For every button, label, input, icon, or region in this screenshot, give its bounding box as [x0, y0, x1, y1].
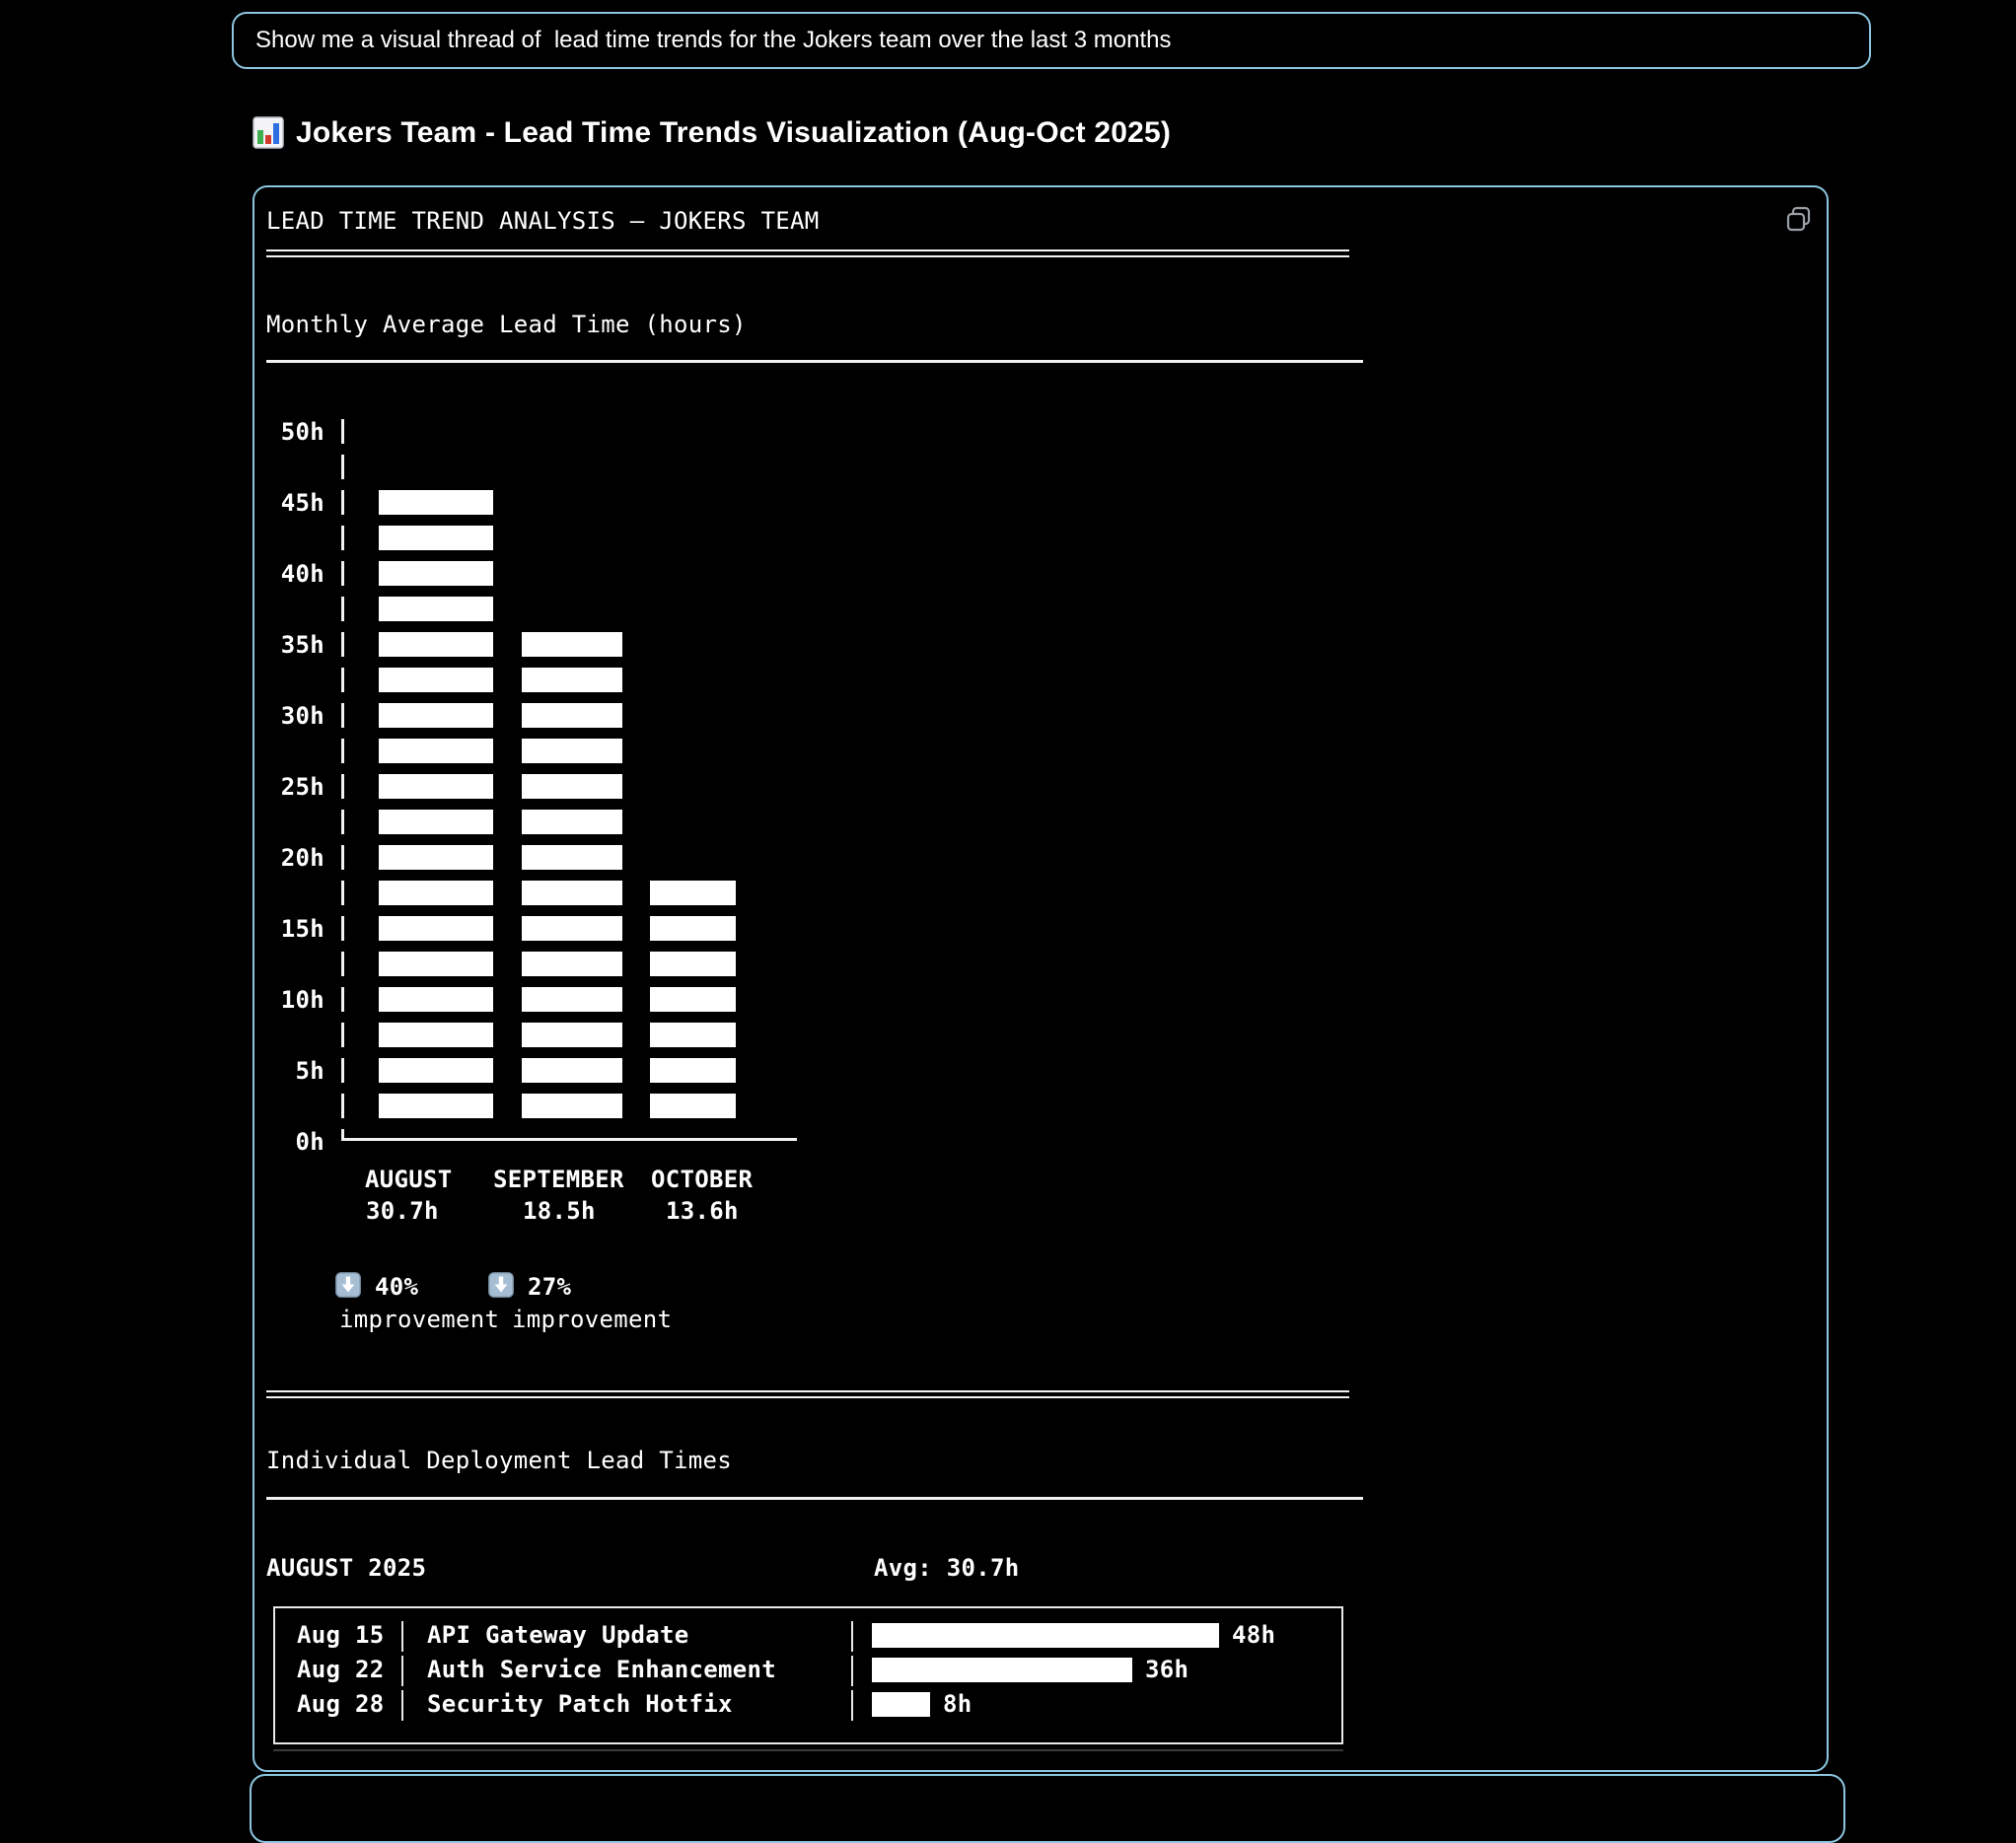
- bar-segment-august: [379, 987, 493, 1012]
- bar-segment-september: [522, 952, 622, 976]
- month-avg-value: 13.6h: [666, 1197, 739, 1225]
- column-separator: [401, 1621, 403, 1652]
- row-date: Aug 28: [297, 1690, 385, 1718]
- month-avg-value: 18.5h: [523, 1197, 596, 1225]
- improvement-label: improvement: [512, 1306, 673, 1333]
- column-separator: [401, 1690, 403, 1721]
- bar-segment-august: [379, 526, 493, 550]
- bar-segment-september: [522, 1023, 622, 1047]
- row-hours-label: 8h: [943, 1690, 972, 1718]
- bar-segment-august: [379, 490, 493, 515]
- column-separator: [851, 1690, 853, 1721]
- y-axis-label: 5h: [295, 1057, 324, 1085]
- month-label: OCTOBER: [651, 1166, 754, 1193]
- improvement-label: improvement: [339, 1306, 500, 1333]
- y-axis-label: 10h: [280, 986, 324, 1014]
- row-name: Auth Service Enhancement: [427, 1656, 776, 1683]
- bar-segment-september: [522, 774, 622, 799]
- row-date: Aug 22: [297, 1656, 385, 1683]
- column-separator: [851, 1621, 853, 1652]
- individual-section-title: Individual Deployment Lead Times: [266, 1447, 732, 1474]
- bar-segment-august: [379, 561, 493, 586]
- bar-segment-august: [379, 1023, 493, 1047]
- y-axis-label: 45h: [280, 489, 324, 517]
- y-axis-label: 40h: [280, 560, 324, 588]
- y-axis-label: 0h: [295, 1128, 324, 1156]
- bar-segment-august: [379, 632, 493, 657]
- bar-segment-october: [650, 1058, 736, 1083]
- month-label: SEPTEMBER: [493, 1166, 624, 1193]
- y-axis-label: 15h: [280, 915, 324, 943]
- bar-segment-august: [379, 668, 493, 692]
- table-row: [275, 1688, 1341, 1723]
- next-panel-top-edge: [250, 1774, 1845, 1843]
- row-name: Security Patch Hotfix: [427, 1690, 733, 1718]
- y-axis-label: 30h: [280, 702, 324, 730]
- deployments-month-header: AUGUST 2025: [266, 1554, 427, 1582]
- bar-segment-august: [379, 810, 493, 834]
- bar-segment-october: [650, 1094, 736, 1118]
- bar-segment-september: [522, 703, 622, 728]
- bar-chart-icon: [252, 114, 284, 151]
- bar-segment-september: [522, 987, 622, 1012]
- bar-segment-august: [379, 916, 493, 941]
- bar-segment-september: [522, 1058, 622, 1083]
- y-axis-label: 50h: [280, 418, 324, 446]
- prompt-input[interactable]: [232, 12, 1871, 69]
- monthly-section-title: Monthly Average Lead Time (hours): [266, 311, 747, 338]
- row-lead-time-bar: [872, 1623, 1219, 1648]
- double-divider: [266, 249, 1349, 257]
- table-row: [275, 1619, 1341, 1654]
- x-axis-line: [341, 1138, 797, 1141]
- bar-segment-september: [522, 845, 622, 870]
- prompt-text: Show me a visual thread of lead time trends for the Jokers team over the last 3 months: [255, 27, 1172, 53]
- y-axis-label: 25h: [280, 773, 324, 801]
- copy-button[interactable]: [1781, 203, 1817, 239]
- bar-segment-august: [379, 1094, 493, 1118]
- bar-segment-august: [379, 1058, 493, 1083]
- improvement-pct: 40%: [375, 1273, 419, 1301]
- row-hours-label: 48h: [1232, 1621, 1276, 1649]
- table-row: [275, 1654, 1341, 1688]
- double-divider: [266, 1390, 1349, 1398]
- down-arrow-icon: [335, 1272, 361, 1298]
- column-separator: [401, 1656, 403, 1686]
- row-lead-time-bar: [872, 1658, 1132, 1682]
- bar-segment-october: [650, 952, 736, 976]
- y-axis-label: 35h: [280, 631, 324, 659]
- row-lead-time-bar: [872, 1692, 930, 1717]
- month-label: AUGUST: [365, 1166, 453, 1193]
- bar-segment-august: [379, 774, 493, 799]
- bar-segment-september: [522, 881, 622, 905]
- bar-segment-august: [379, 952, 493, 976]
- row-name: API Gateway Update: [427, 1621, 689, 1649]
- bar-segment-october: [650, 881, 736, 905]
- improvement-pct: 27%: [528, 1273, 572, 1301]
- single-divider: [266, 1497, 1363, 1500]
- bar-segment-october: [650, 1023, 736, 1047]
- page-title: [252, 114, 1171, 151]
- bar-segment-august: [379, 703, 493, 728]
- bar-segment-september: [522, 739, 622, 763]
- y-axis-label: 20h: [280, 844, 324, 872]
- month-avg-value: 30.7h: [366, 1197, 439, 1225]
- y-axis-line: [341, 419, 344, 1141]
- bar-segment-october: [650, 916, 736, 941]
- bar-segment-august: [379, 845, 493, 870]
- table-shadow-line: [273, 1749, 1343, 1751]
- bar-segment-august: [379, 881, 493, 905]
- terminal-panel: [252, 185, 1829, 1772]
- bar-segment-september: [522, 916, 622, 941]
- deployments-table: [273, 1606, 1343, 1744]
- bar-segment-october: [650, 987, 736, 1012]
- bar-segment-september: [522, 810, 622, 834]
- bar-segment-august: [379, 597, 493, 621]
- deployments-avg-label: Avg: 30.7h: [874, 1554, 1020, 1582]
- down-arrow-icon: [488, 1272, 514, 1298]
- bar-segment-august: [379, 739, 493, 763]
- bar-segment-september: [522, 668, 622, 692]
- row-date: Aug 15: [297, 1621, 385, 1649]
- panel-header: LEAD TIME TREND ANALYSIS — JOKERS TEAM: [266, 207, 820, 235]
- column-separator: [851, 1656, 853, 1686]
- bar-segment-september: [522, 1094, 622, 1118]
- copy-icon: [1782, 203, 1816, 237]
- bar-segment-september: [522, 632, 622, 657]
- row-hours-label: 36h: [1145, 1656, 1189, 1683]
- single-divider: [266, 360, 1363, 363]
- page-title-text: Jokers Team - Lead Time Trends Visualization (Aug-Oct 2025): [296, 115, 1172, 149]
